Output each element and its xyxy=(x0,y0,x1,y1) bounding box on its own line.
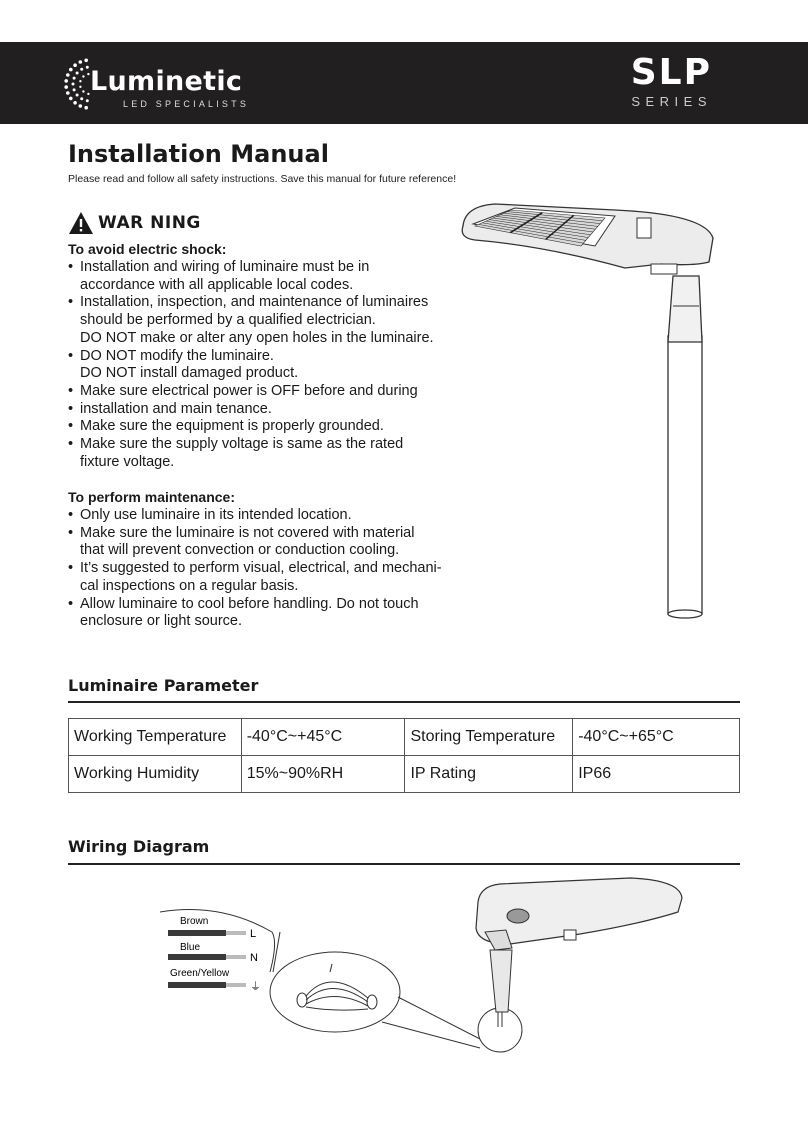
street-light-illustration xyxy=(455,196,725,626)
list-item: • Make sure the luminaire is not covered with material that will prevent convection or conduction cooling. xyxy=(68,525,442,560)
logo-dot xyxy=(76,94,79,97)
warning-triangle-icon xyxy=(68,211,94,235)
shock-list xyxy=(68,259,434,471)
list-item: • Allow luminaire to cool before handling. Do not touch enclosure or light source. xyxy=(68,596,442,631)
warning-label: WAR NING xyxy=(98,213,201,233)
wire-brown xyxy=(168,916,256,940)
logo-dot xyxy=(69,68,73,72)
logo-dot xyxy=(73,77,76,80)
logo-dot xyxy=(64,79,68,83)
shock-heading: To avoid electric shock: xyxy=(68,241,227,257)
logo-dot xyxy=(84,59,88,63)
table-cell: IP66 xyxy=(573,756,740,793)
wire-terminal: N xyxy=(250,952,258,964)
logo-dot xyxy=(73,101,77,105)
logo-dot xyxy=(80,97,83,100)
page-title: Installation Manual xyxy=(68,140,329,168)
table-row xyxy=(69,719,740,756)
list-item: • DO NOT modify the luminaire. xyxy=(68,348,434,366)
maintenance-heading: To perform maintenance: xyxy=(68,489,235,505)
brand-tagline: LED SPECIALISTS xyxy=(123,99,250,109)
table-cell: -40°C~+65°C xyxy=(573,719,740,756)
wiring-heading: Wiring Diagram xyxy=(68,837,210,856)
series-label: SERIES xyxy=(631,94,712,109)
list-item: • Make sure electrical power is OFF before and during xyxy=(68,383,434,401)
maintenance-list xyxy=(68,507,442,631)
logo-dot xyxy=(79,80,81,82)
logo-dot xyxy=(66,91,70,95)
list-item: • Installation and wiring of luminaire must be in accordance with all applicable local codes. xyxy=(68,259,434,294)
wire-label: Blue xyxy=(180,942,201,953)
table-cell: Storing Temperature xyxy=(405,719,573,756)
list-item: • Make sure the supply voltage is same as the rated fixture voltage. xyxy=(68,436,434,471)
wire-label: Brown xyxy=(180,916,209,927)
list-item: • Make sure the equipment is properly grounded. xyxy=(68,418,434,436)
list-item: • installation and main tenance. xyxy=(68,401,434,419)
logo-dot xyxy=(66,73,70,77)
warning-heading xyxy=(68,211,201,235)
page-subtitle: Please read and follow all safety instructions. Save this manual for future reference! xyxy=(68,173,457,185)
parameters-heading: Luminaire Parameter xyxy=(68,676,259,695)
logo-dot xyxy=(79,104,83,108)
series-code: SLP xyxy=(630,52,712,93)
wire-blue xyxy=(168,942,258,964)
section-divider xyxy=(68,701,740,703)
logo-dot xyxy=(79,86,81,88)
wire-terminal: ⏚ xyxy=(250,980,261,993)
list-item: • Installation, inspection, and maintenance of luminaires should be performed by a qualified electrician. xyxy=(68,294,434,329)
parameter-table xyxy=(68,718,740,793)
logo-dot xyxy=(86,66,89,69)
list-item: DO NOT make or alter any open holes in the luminaire. xyxy=(80,329,434,346)
wire-terminal: L xyxy=(250,928,257,940)
table-cell: IP Rating xyxy=(405,756,573,793)
logo-dot xyxy=(86,99,89,102)
wire-label: Green/Yellow xyxy=(170,968,230,979)
logo-dot xyxy=(64,85,68,89)
logo-dot xyxy=(73,88,76,91)
brand-name: Luminetic xyxy=(90,66,243,97)
table-cell: 15%~90%RH xyxy=(241,756,405,793)
logo-dot xyxy=(84,106,88,110)
logo-dot xyxy=(80,68,83,71)
table-cell: Working Temperature xyxy=(69,719,242,756)
wire-green-yellow xyxy=(168,968,261,993)
wiring-diagram xyxy=(160,872,700,1062)
list-item: DO NOT install damaged product. xyxy=(80,365,299,382)
table-cell: Working Humidity xyxy=(69,756,242,793)
table-cell: -40°C~+45°C xyxy=(241,719,405,756)
list-item: • Only use luminaire in its intended location. xyxy=(68,507,442,525)
logo-dot xyxy=(82,75,84,77)
section-divider xyxy=(68,863,740,865)
logo-dot xyxy=(72,83,75,86)
logo-dot xyxy=(69,97,73,101)
list-item: • It’s suggested to perform visual, electrical, and mechani- cal inspections on a regular basis. xyxy=(68,560,442,595)
table-row xyxy=(69,756,740,793)
logo-dot xyxy=(73,63,77,67)
logo-dot xyxy=(82,90,84,92)
logo-dot xyxy=(79,60,83,64)
logo-dot xyxy=(76,72,79,75)
